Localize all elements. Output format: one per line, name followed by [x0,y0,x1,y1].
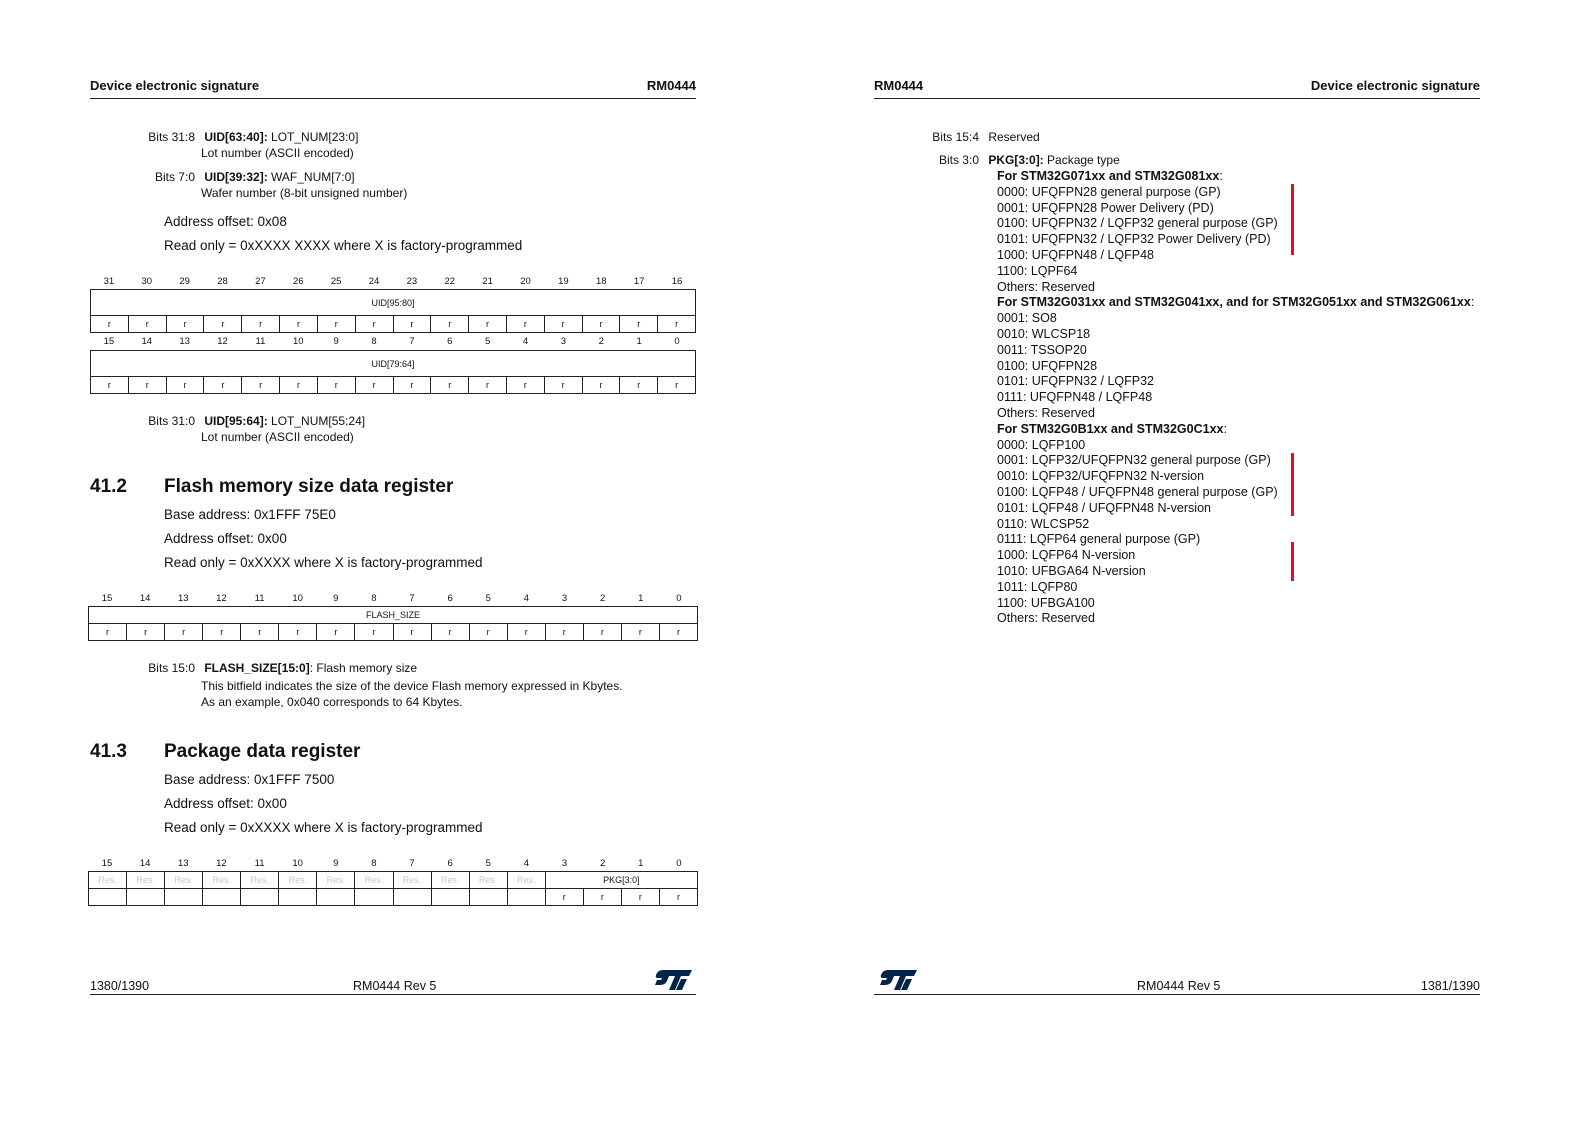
access-cell: r [469,377,507,394]
bit-number: 3 [561,858,568,869]
package-code-item: 0101: LQFP48 / UFQFPN48 N-version [997,500,1211,515]
bit-number: 20 [520,276,531,287]
device-group-heading: For STM32G071xx and STM32G081xx: [997,169,1223,183]
access-row [89,889,698,906]
bit-number: 4 [523,593,530,604]
bit-number: 13 [178,858,189,869]
package-code-item: 0100: LQFP48 / UFQFPN48 general purpose (GP) [997,484,1278,499]
bit-number: 19 [558,276,569,287]
bit-number: 2 [598,336,604,347]
header-doc: RM0444 [646,78,696,93]
access-cell: r [621,624,659,641]
read-only: Read only = 0xXXXX where X is factory-programmed [164,820,483,835]
uid-desc-wafer [90,169,407,201]
field-row [89,872,698,889]
page-number: 1380/1390 [90,979,150,993]
access-cell: r [165,624,203,641]
access-row [91,316,696,333]
field-rest: : Flash memory size [309,661,418,675]
field-name: PKG[3:0]: [988,153,1044,167]
package-code-item: 0001: UFQFPN28 Power Delivery (PD) [997,200,1214,215]
package-code-item: 1000: LQFP64 N-version [997,548,1136,563]
package-code-item: 0001: SO8 [997,311,1057,326]
st-logo-icon [655,969,693,991]
access-cell [469,889,507,906]
bit-numbers [88,593,698,605]
change-bar [1291,453,1294,516]
section-number: 41.3 [90,741,127,762]
bit-number: 22 [444,276,456,287]
access-cell: r [317,316,355,333]
bit-number: 14 [139,858,151,869]
bit-number: 6 [447,593,453,604]
package-code-item: 0101: UFQFPN32 / LQFP32 Power Delivery (PD) [997,232,1271,247]
base-address: Base address: 0x1FFF 75E0 [164,507,336,522]
bit-number: 0 [676,858,682,869]
package-code-item: 0111: LQFP64 general purpose (GP) [997,532,1201,547]
field-flash-size: FLASH_SIZE [89,607,698,624]
reserved-cell: Res. [317,872,355,889]
access-cell: r [659,889,697,906]
right-page [794,0,1588,1124]
field-desc: Reserved [988,130,1040,144]
bit-number: 7 [409,858,415,869]
change-bar [1291,542,1294,581]
bit-number: 3 [560,336,567,347]
package-code-item: 1011: LQFP80 [997,579,1078,594]
access-cell: r [393,624,431,641]
access-cell: r [544,377,582,394]
access-cell: r [317,377,355,394]
access-cell: r [506,316,544,333]
reserved-cell: Res. [89,872,127,889]
bit-number: 11 [255,336,266,347]
field-name: UID[39:32]: [204,170,268,184]
access-cell: r [204,316,242,333]
bit-number: 15 [101,593,113,604]
bit-number: 7 [409,336,415,347]
bit-number: 0 [676,593,682,604]
access-cell: r [583,889,621,906]
reserved-cell: Res. [393,872,431,889]
field-rest: Package type [1043,153,1120,167]
bit-number: 8 [371,593,377,604]
footer-rule [874,994,1480,995]
header-title: Device electronic signature [1310,78,1480,93]
address-offset: Address offset: 0x00 [164,531,287,546]
header-title: Device electronic signature [90,78,260,93]
package-code-item: Others: Reserved [997,279,1095,294]
bit-number: 31 [103,276,115,287]
doc-revision: RM0444 Rev 5 [1137,979,1221,993]
flash-size-desc [90,660,623,710]
reserved-cell: Res. [507,872,545,889]
bit-number: 8 [371,336,377,347]
access-cell: r [506,377,544,394]
field-uid-79-64: UID[79:64] [91,351,696,377]
bit-number: 15 [101,858,113,869]
bits-label: Bits 31:0 [148,414,195,428]
access-cell: r [355,377,393,394]
field-rest: WAF_NUM[7:0] [267,170,355,184]
bit-numbers [88,858,698,870]
package-code-item: 0101: UFQFPN32 / LQFP32 [997,374,1155,389]
access-cell: r [620,316,658,333]
access-cell: r [659,624,697,641]
section-number: 41.2 [90,476,127,497]
desc-line-1: This bitfield indicates the size of the device Flash memory expressed in Kbytes. [201,679,623,693]
device-group-heading: For STM32G031xx and STM32G041xx, and for STM32G051xx and STM32G061xx: [997,295,1475,310]
field-desc: Wafer number (8-bit unsigned number) [201,186,408,200]
access-cell: r [469,316,507,333]
bits-15-4-desc [874,129,1040,145]
access-cell: r [393,377,431,394]
uid-register-low [90,350,696,394]
st-logo-icon [880,969,918,991]
reserved-cell: Res. [469,872,507,889]
access-cell: r [280,316,318,333]
access-cell [127,889,165,906]
change-bar [1291,184,1294,255]
bit-number: 21 [482,276,493,287]
bit-number: 12 [216,858,227,869]
package-code-item: 0010: LQFP32/UFQFPN32 N-version [997,469,1205,484]
header-doc: RM0444 [874,78,924,93]
bit-number: 11 [254,858,265,869]
bit-number: 3 [561,593,568,604]
access-cell [431,889,469,906]
bits-3-0-desc [874,152,1120,168]
header-rule [874,98,1480,99]
read-only: Read only = 0xXXXX where X is factory-programmed [164,555,483,570]
access-cell: r [621,889,659,906]
bit-number: 30 [141,276,153,287]
access-cell: r [279,624,317,641]
access-cell [241,889,279,906]
access-cell: r [166,316,204,333]
bit-number: 1 [638,858,644,869]
package-code-item: Others: Reserved [997,611,1095,626]
bit-number: 13 [179,336,190,347]
bit-number: 8 [371,858,377,869]
package-code-item: 0111: UFQFPN48 / LQFP48 [997,390,1153,405]
bit-number: 23 [406,276,418,287]
access-cell [355,889,393,906]
package-code-item: 0011: TSSOP20 [997,342,1087,357]
access-cell: r [355,624,393,641]
bit-number: 14 [139,593,151,604]
access-cell: r [204,377,242,394]
access-cell: r [545,889,583,906]
bit-number: 7 [409,593,415,604]
bit-number: 16 [671,276,683,287]
section-title: Flash memory size data register [164,476,454,497]
access-cell: r [242,316,280,333]
field-rest: LOT_NUM[23:0] [267,130,359,144]
package-register [88,871,698,906]
bits-label: Bits 7:0 [154,170,195,184]
access-cell: r [128,377,166,394]
bit-number: 17 [633,276,645,287]
access-cell [507,889,545,906]
flash-size-register [88,606,698,641]
package-code-item: 0100: UFQFPN32 / LQFP32 general purpose (GP) [997,216,1278,231]
bits-label: Bits 31:8 [148,130,195,144]
base-address: Base address: 0x1FFF 7500 [164,772,335,787]
access-cell: r [91,377,129,394]
address-offset: Address offset: 0x00 [164,796,287,811]
bit-number: 10 [293,336,304,347]
bit-number: 12 [216,593,227,604]
access-cell: r [582,316,620,333]
access-cell [393,889,431,906]
access-cell: r [317,624,355,641]
access-cell: r [582,377,620,394]
bits-label: Bits 15:4 [932,130,979,144]
access-cell: r [545,624,583,641]
access-cell: r [242,377,280,394]
bit-number: 9 [333,593,339,604]
bit-number: 29 [179,276,190,287]
package-code-item: 0100: UFQFPN28 [997,358,1098,373]
uid2-offset: Address offset: 0x08 [164,214,287,229]
package-code-item: 0010: WLCSP18 [997,326,1091,341]
access-cell: r [658,377,696,394]
bit-number: 6 [447,858,453,869]
bit-number: 27 [255,276,266,287]
package-code-item: 0000: LQFP100 [997,437,1086,452]
bit-number: 15 [103,336,115,347]
uid-register-high [90,289,696,333]
device-group-heading: For STM32G0B1xx and STM32G0C1xx: [997,421,1227,436]
bits-label: Bits 3:0 [938,153,979,167]
field-name: FLASH_SIZE[15:0] [204,661,310,675]
access-cell: r [620,377,658,394]
section-title: Package data register [164,741,361,762]
bit-number: 5 [485,336,491,347]
bit-number: 12 [217,336,228,347]
bit-number: 11 [254,593,265,604]
uid-desc-lot2 [90,413,365,445]
bit-number: 6 [447,336,453,347]
bit-number: 10 [292,858,303,869]
bit-number: 4 [523,858,530,869]
field-uid-95-80: UID[95:80] [91,290,696,316]
package-code-item: 0001: LQFP32/UFQFPN32 general purpose (GP) [997,453,1271,468]
bit-number: 13 [178,593,189,604]
package-code-item: 0110: WLCSP52 [997,516,1090,531]
access-cell: r [393,316,431,333]
access-cell: r [128,316,166,333]
bit-number: 9 [333,858,339,869]
package-code-item: 0000: UFQFPN28 general purpose (GP) [997,184,1221,199]
bit-number: 5 [485,858,491,869]
reserved-cell: Res. [279,872,317,889]
page-number: 1381/1390 [1420,979,1480,993]
package-type-list [997,169,1474,627]
access-cell: r [280,377,318,394]
access-cell: r [355,316,393,333]
access-cell: r [91,316,129,333]
reserved-cell: Res. [203,872,241,889]
access-cell: r [507,624,545,641]
access-cell: r [203,624,241,641]
bit-number: 9 [333,336,339,347]
access-cell [165,889,203,906]
access-cell [279,889,317,906]
bit-number: 2 [600,858,606,869]
footer-rule [90,994,696,995]
package-code-item: 1100: UFBGA100 [997,595,1095,610]
package-code-item: 1000: UFQFPN48 / LQFP48 [997,247,1155,262]
bits-label: Bits 15:0 [148,661,195,675]
uid2-readonly: Read only = 0xXXXX XXXX where X is factory-programmed [164,238,523,253]
access-cell [317,889,355,906]
field-name: UID[63:40]: [204,130,268,144]
access-cell: r [431,624,469,641]
bit-number: 25 [330,276,342,287]
bit-number: 10 [292,593,303,604]
access-cell: r [431,316,469,333]
bit-number: 24 [368,276,380,287]
bit-number: 18 [596,276,607,287]
access-cell: r [241,624,279,641]
doc-revision: RM0444 Rev 5 [353,979,437,993]
package-code-item: Others: Reserved [997,405,1095,420]
bit-number: 2 [600,593,606,604]
reserved-cell: Res. [241,872,279,889]
bit-number: 28 [217,276,228,287]
reserved-cell: Res. [127,872,165,889]
package-code-item: 1010: UFBGA64 N-version [997,563,1146,578]
access-row [89,624,698,641]
field-name: UID[95:64]: [204,414,268,428]
reserved-cell: Res. [431,872,469,889]
reserved-cell: Res. [165,872,203,889]
field-pkg: PKG[3:0] [545,872,697,889]
uid-desc-lot [90,129,358,161]
access-row [91,377,696,394]
field-desc: Lot number (ASCII encoded) [201,146,354,160]
bit-number: 1 [638,593,644,604]
header-rule [90,98,696,99]
access-cell: r [583,624,621,641]
bit-numbers-high [90,276,696,288]
bit-number: 14 [141,336,153,347]
access-cell: r [166,377,204,394]
package-code-item: 1100: LQPF64 [997,263,1078,278]
bit-number: 26 [293,276,304,287]
bit-number: 5 [485,593,491,604]
access-cell [89,889,127,906]
desc-line-2: As an example, 0x040 corresponds to 64 Kbytes. [201,695,463,709]
bit-number: 0 [674,336,680,347]
bit-number: 4 [522,336,529,347]
reserved-cell: Res. [355,872,393,889]
access-cell: r [89,624,127,641]
access-cell: r [544,316,582,333]
access-cell: r [127,624,165,641]
field-rest: LOT_NUM[55:24] [267,414,366,428]
access-cell: r [469,624,507,641]
access-cell [203,889,241,906]
access-cell: r [431,377,469,394]
field-desc: Lot number (ASCII encoded) [201,430,354,444]
bit-numbers-low [90,336,696,348]
bit-number: 1 [636,336,642,347]
access-cell: r [658,316,696,333]
